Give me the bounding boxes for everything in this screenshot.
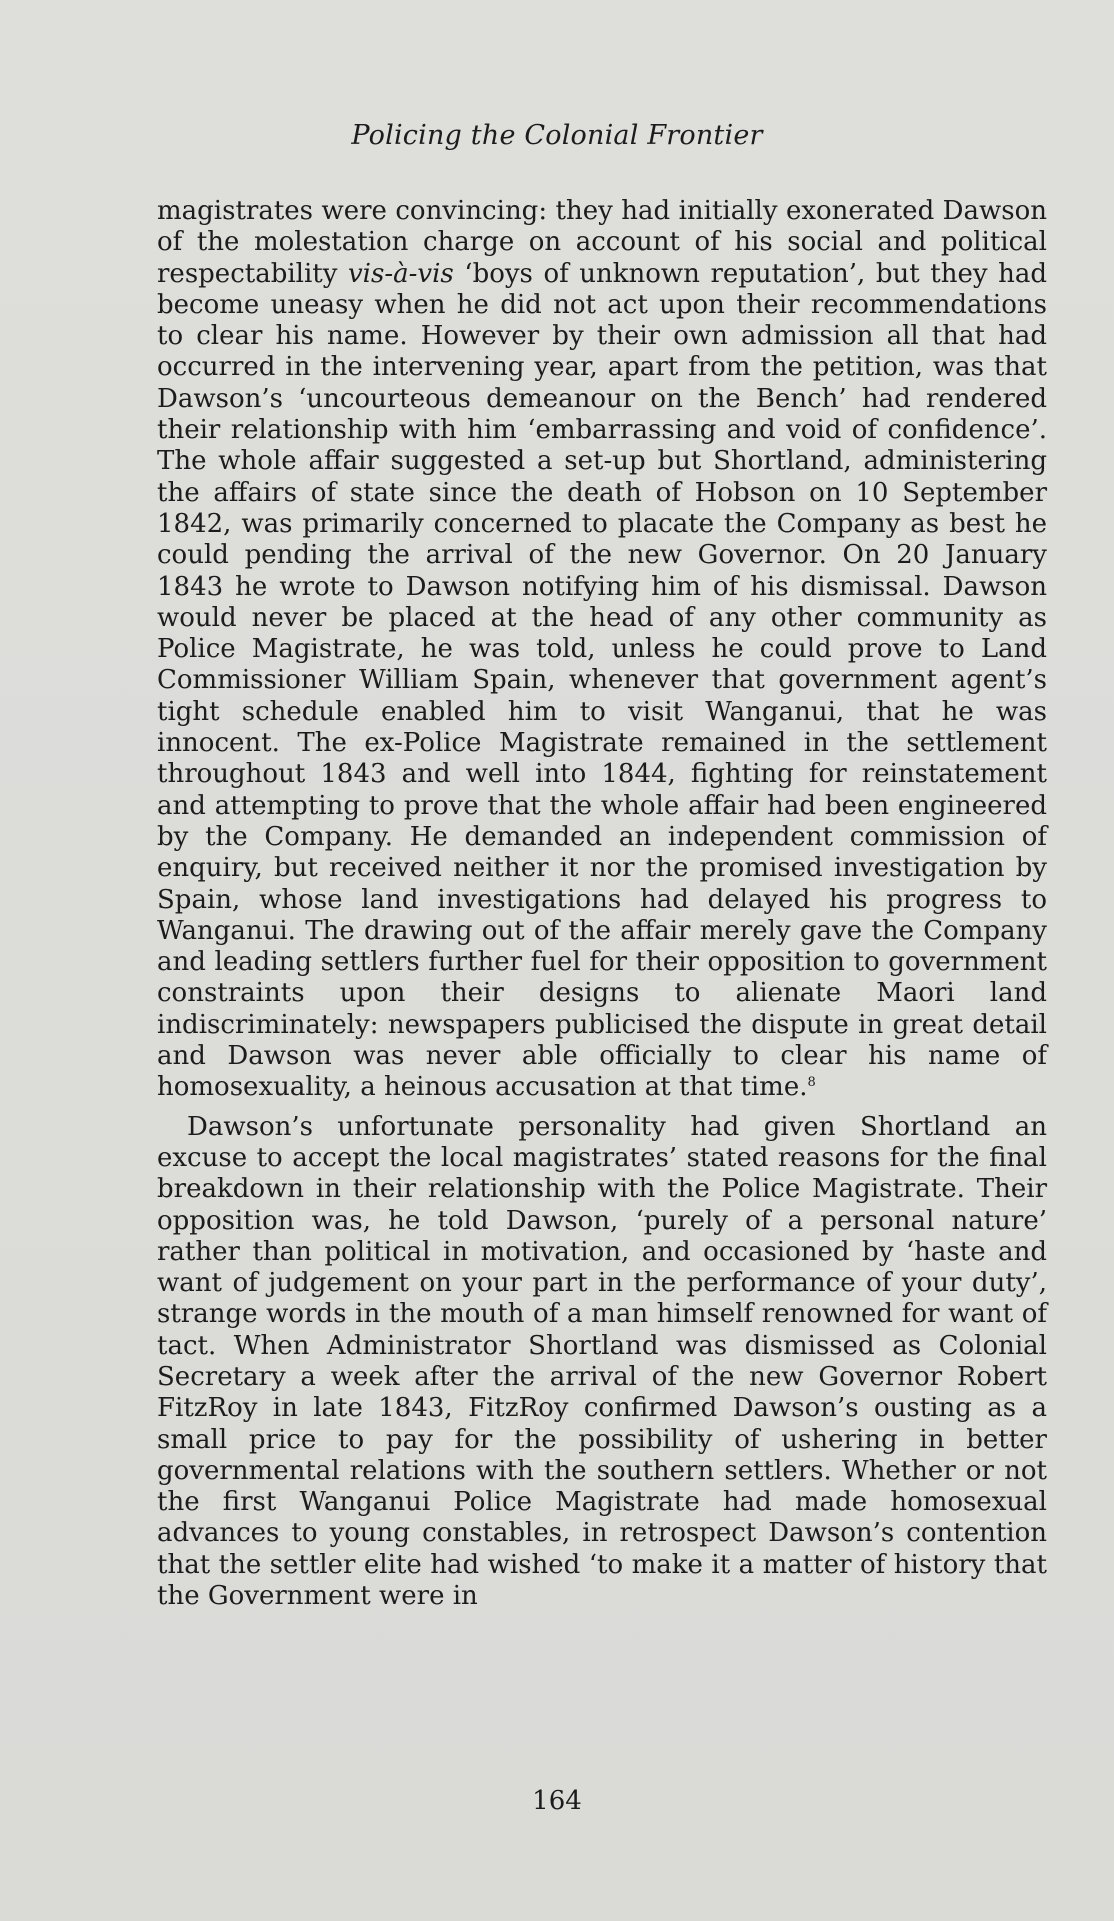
- page-number: 164: [532, 1786, 582, 1816]
- paragraph-2: [157, 1112, 1047, 1613]
- paragraph-1-text-b: ‘boys of unknown reputation’, but they had become uneasy when he did not act upon their recommendations to clear his name. However by their own admission all that had occurred in the intervening year, apart from the petition, was that Dawson’s ‘uncourteous demeanour on the Bench’ had rendered their relationship with him ‘embarrassing and void of confidence’. The whole affair suggested a set-up but Shortland, administering the affairs of state since the death of Hobson on 10 September 1842, was primarily concerned to placate the Company as best he could pending the arrival of the new Governor. On 20 January 1843 he wrote to Dawson notifying him of his dismissal. Dawson would never be placed at the head of any other community as Police Magistrate, he was told, unless he could prove to Land Commissioner William Spain, whenever that government agent’s tight schedule enabled him to visit Wanganui, that he was innocent. The ex-Police Magistrate remained in the settlement throughout 1843 and well into 1844, fighting for reinstatement and attempting to prove that the whole affair had been engineered by the Company. He demanded an independent commission of enquiry, but received neither it nor the promised investigation by Spain, whose land investigations had delayed his progress to Wanganui. The drawing out of the affair merely gave the Company and leading settlers further fuel for their opposition to government constraints upon their designs to alienate Maori land indiscriminately: newspapers publicised the dispute in great detail and Dawson was never able officially to clear his name of homosexuality, a heinous accusation at that time.: [157, 258, 1047, 1103]
- paragraph-1-italic-phrase: vis-à-vis: [347, 258, 454, 289]
- body-text: [157, 196, 1047, 1612]
- running-head: Policing the Colonial Frontier: [351, 120, 763, 151]
- footnote-reference[interactable]: 8: [807, 1075, 816, 1091]
- paragraph-1-text-a: magistrates were convincing: they had initially exonerated Dawson of the molestation charge on account of his social and political respectability: [157, 196, 1047, 289]
- paragraph-1: [157, 196, 1047, 1104]
- paragraph-2-text: Dawson’s unfortunate personality had given Shortland an excuse to accept the local magistrates’ stated reasons for the final breakdown in their relationship with the Police Magistrate. Their opposition was, he told Dawson, ‘purely of a personal nature’ rather than political in motivation, and occasioned by ‘haste and want of judgement on your part in the performance of your duty’, strange words in the mouth of a man himself renowned for want of tact. When Administrator Shortland was dismissed as Colonial Secretary a week after the arrival of the new Governor Robert FitzRoy in late 1843, FitzRoy confirmed Dawson’s ousting as a small price to pay for the possibility of ushering in better governmental relations with the southern settlers. Whether or not the first Wanganui Police Magistrate had made homosexual advances to young constables, in retrospect Dawson’s contention that the settler elite had wished ‘to make it a matter of history that the Government were in: [157, 1111, 1047, 1612]
